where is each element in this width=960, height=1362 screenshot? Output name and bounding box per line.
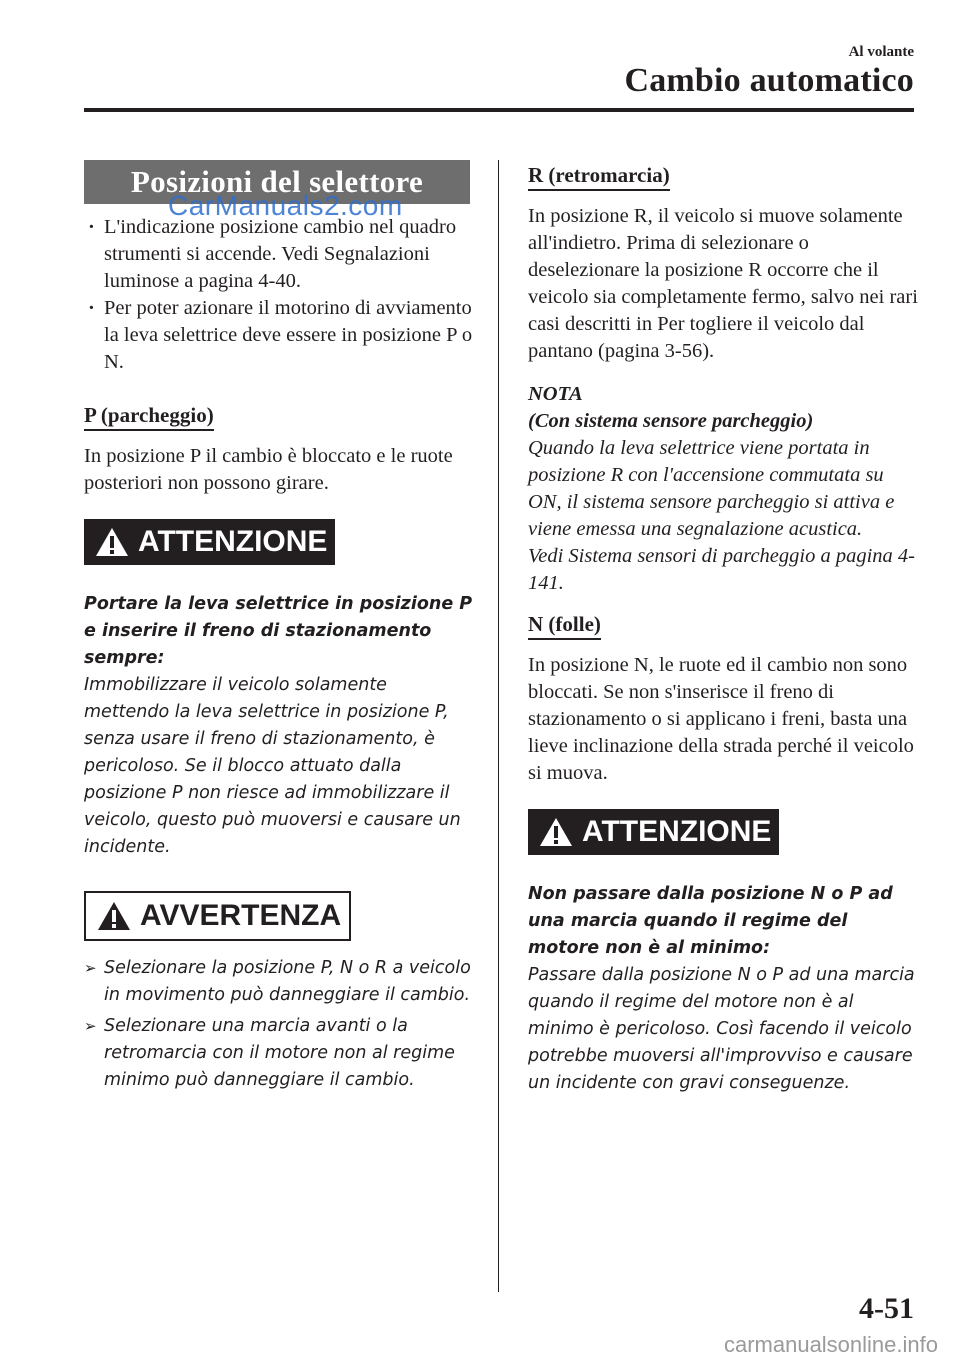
r-text: In posizione R, il veicolo si muove solamente all'indietro. Prima di selezionare o deselezionare la posizione R occorre che il veicolo sia completamente fermo, salvo nei rari casi descritti in Per togliere il veicolo dal pantano (pagina 3-56). <box>528 205 918 362</box>
attenzione-body: Passare dalla posizione N o P ad una marcia quando il regime del motore non è al minimo è pericoloso. Così facendo il veicolo potrebbe muoversi all'improvviso e causare un incidente con gravi conseguenze. <box>528 965 915 1093</box>
left-column <box>84 160 476 1098</box>
nota-body: Quando la leva selettrice viene portata in posizione R con l'accensione commutata su ON, il sistema sensore parcheggio si attiva e viene emessa una segnalazione acustica. <box>528 437 895 540</box>
avvertenza-label <box>84 891 351 941</box>
attenzione-text: ATTENZIONE <box>582 815 772 848</box>
arrow-right-icon: ➢ <box>84 1017 97 1035</box>
attenzione-text: ATTENZIONE <box>138 525 328 558</box>
watermark: CarManuals2.com <box>168 190 403 221</box>
attenzione-label <box>528 809 779 855</box>
intro-bullets <box>84 214 476 376</box>
attenzione-label <box>84 519 335 565</box>
nota-label: NOTA <box>528 383 583 405</box>
avvertenza-text: AVVERTENZA <box>140 899 342 932</box>
column-divider <box>498 160 499 1292</box>
attenzione-body: Immobilizzare il veicolo solamente mettendo la leva selettrice in posizione P, senza usare il freno di stazionamento, è pericoloso. Se il blocco attuato dalla posizione P non riesce ad immobilizzare il veicolo, questo può muoversi e causare un incidente. <box>84 675 461 857</box>
attenzione-content <box>528 881 920 1097</box>
r-heading: R (retromarcia) <box>528 162 670 191</box>
list-item: · L'indicazione posizione cambio nel quadro strumenti si accende. Vedi Segnalazioni luminose a pagina 4-40. <box>84 214 476 295</box>
p-heading: P (parcheggio) <box>84 402 214 431</box>
nota-block <box>528 381 920 597</box>
n-heading: N (folle) <box>528 611 601 640</box>
header-title: Cambio automatico <box>624 62 914 99</box>
footer-url: carmanualsonline.info <box>723 1332 938 1357</box>
list-item: ➢ Selezionare la posizione P, N o R a veicolo in movimento può danneggiare il cambio. <box>84 955 476 1009</box>
list-item: ➢ Selezionare una marcia avanti o la retromarcia con il motore non al regime minimo può danneggiare il cambio. <box>84 1013 476 1094</box>
attenzione-content <box>84 591 476 861</box>
page-number: 4-51 <box>859 1292 914 1325</box>
section-title: Posizioni del selettore <box>84 160 470 204</box>
nota-ref: Vedi Sistema sensori di parcheggio a pagina 4-141. <box>528 545 915 594</box>
warning-triangle-icon <box>94 526 130 558</box>
header-subtitle: Al volante <box>848 44 914 60</box>
right-column <box>528 160 920 1097</box>
avvertenza-list <box>84 955 476 1094</box>
list-item: · Per poter azionare il motorino di avviamento la leva selettrice deve essere in posizione P o N. <box>84 295 476 376</box>
warning-triangle-icon <box>96 900 132 932</box>
header-rule <box>84 108 914 112</box>
attenzione-lead: Non passare dalla posizione N o P ad una marcia quando il regime del motore non è al minimo: <box>528 884 893 958</box>
n-text: In posizione N, le ruote ed il cambio non sono bloccati. Se non s'inserisce il freno di stazionamento o si applicano i freni, basta una lieve inclinazione della strada perché il veicolo si muova. <box>528 654 914 784</box>
p-text: In posizione P il cambio è bloccato e le ruote posteriori non possono girare. <box>84 445 453 494</box>
arrow-right-icon: ➢ <box>84 959 97 977</box>
attenzione-lead: Portare la leva selettrice in posizione P e inserire il freno di stazionamento sempre: <box>84 594 473 668</box>
nota-subtitle: (Con sistema sensore parcheggio) <box>528 410 814 432</box>
warning-triangle-icon <box>538 816 574 848</box>
